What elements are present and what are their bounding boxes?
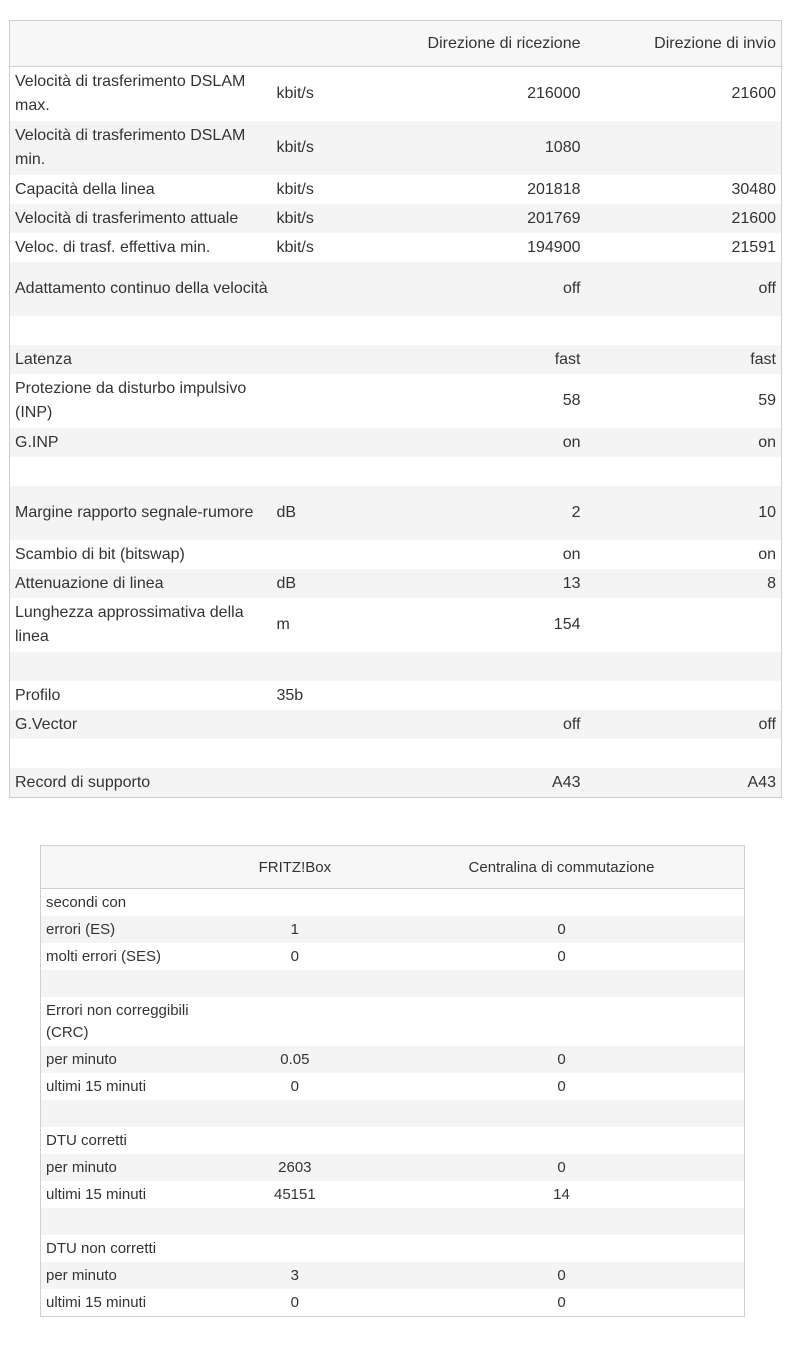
row-exchange: 0: [557, 947, 566, 965]
table-row: [10, 768, 782, 798]
row-rx: 13: [415, 569, 586, 598]
row-label: Capacità della linea: [15, 180, 155, 198]
row-label: Margine rapporto segnale-rumore: [10, 486, 275, 540]
row-label: ultimi 15 minuti: [46, 1293, 147, 1311]
row-tx: off: [586, 262, 782, 316]
row-label: Lunghezza approssimativa della linea: [15, 604, 244, 645]
row-exchange: 0: [379, 916, 745, 943]
row-rx: 58: [562, 392, 581, 409]
row-unit: kbit/s: [276, 180, 314, 198]
row-rx: [415, 681, 586, 710]
row-label: errori (ES): [41, 916, 211, 943]
row-rx: on: [562, 545, 581, 563]
row-label: G.INP: [10, 428, 275, 457]
table-row: [41, 1262, 745, 1289]
table-header-row: [10, 21, 782, 67]
row-label: DTU corretti: [46, 1131, 127, 1149]
table-row: [10, 345, 782, 374]
row-tx: 59: [758, 392, 776, 409]
spacer-row: [10, 652, 782, 681]
row-fritzbox: 0: [290, 1077, 300, 1095]
table-row: [10, 569, 782, 598]
row-fritzbox: [211, 970, 379, 997]
table-header-row: [41, 846, 745, 889]
row-exchange: 0: [379, 1262, 745, 1289]
table-row: [41, 943, 745, 970]
row-tx: [586, 652, 782, 681]
table-row: [10, 681, 782, 710]
row-rx: 201769: [415, 204, 586, 233]
spacer-row: [10, 739, 782, 768]
row-fritzbox: [211, 889, 379, 917]
row-rx: off: [415, 262, 586, 316]
row-unit: [275, 540, 415, 569]
row-label: Velocità di trasferimento attuale: [10, 204, 275, 233]
row-tx: [586, 681, 782, 710]
spacer-row: [41, 970, 745, 997]
table-row: [10, 374, 782, 428]
row-exchange: 14: [553, 1185, 570, 1203]
table-row: [10, 598, 782, 652]
table-row: [10, 175, 782, 204]
row-label: Velocità di trasferimento DSLAM min.: [10, 121, 275, 175]
header-unit: [275, 21, 415, 67]
row-unit: kbit/s: [276, 238, 314, 256]
header-receive: Direzione di ricezione: [415, 21, 586, 67]
row-tx: [586, 121, 782, 175]
table-row: [41, 916, 745, 943]
row-unit: 35b: [276, 686, 304, 704]
table-row: [10, 121, 782, 175]
table-row: [10, 540, 782, 569]
row-tx: 8: [586, 569, 782, 598]
row-tx: 21600: [731, 85, 776, 102]
row-fritzbox: 0: [290, 1293, 300, 1311]
table-row: [41, 1127, 745, 1154]
table-row: [41, 1235, 745, 1262]
table-row: [10, 233, 782, 262]
row-exchange: 0: [379, 1154, 745, 1181]
spacer-row: [41, 1100, 745, 1127]
table-row: [10, 710, 782, 739]
row-exchange: [379, 1208, 745, 1235]
table-row: [10, 262, 782, 316]
row-label: secondi con: [46, 893, 127, 911]
table-row: [10, 486, 782, 540]
header-exchange: Centralina di commutazione: [379, 846, 745, 889]
row-fritzbox: 45151: [273, 1185, 316, 1203]
row-unit: [275, 768, 415, 798]
row-exchange: [379, 1127, 745, 1154]
row-rx: [415, 316, 586, 345]
row-rx: 2: [415, 486, 586, 540]
row-tx: 30480: [731, 180, 776, 198]
table-row: [41, 1181, 745, 1208]
table-row: [41, 1073, 745, 1100]
row-rx: [415, 652, 586, 681]
row-unit: dB: [275, 569, 415, 598]
table-row: [41, 889, 745, 917]
spacer-row: [10, 457, 782, 486]
row-rx: 216000: [527, 85, 581, 102]
row-rx: [415, 457, 586, 486]
row-label: per minuto: [41, 1154, 211, 1181]
row-label: ultimi 15 minuti: [46, 1185, 147, 1203]
row-fritzbox: [211, 1100, 379, 1127]
row-label: [10, 457, 275, 486]
row-tx: off: [586, 710, 782, 739]
header-fritzbox: FRITZ!Box: [211, 846, 379, 889]
table-row: [41, 1154, 745, 1181]
row-exchange: 0: [557, 1293, 566, 1311]
row-fritzbox: 0: [290, 947, 300, 965]
row-rx: 201818: [527, 180, 581, 198]
spacer-row: [10, 316, 782, 345]
table-row: [41, 1046, 745, 1073]
row-label: Profilo: [15, 686, 61, 704]
row-label: [10, 316, 275, 345]
table-row: [41, 997, 745, 1046]
row-label: [41, 970, 211, 997]
row-exchange: 0: [557, 1077, 566, 1095]
table-row: [10, 204, 782, 233]
header-send: Direzione di invio: [586, 21, 782, 67]
row-fritzbox: 2603: [211, 1154, 379, 1181]
row-label: [10, 739, 275, 768]
row-label: per minuto: [41, 1046, 211, 1073]
row-label: [41, 1208, 211, 1235]
row-unit: [275, 457, 415, 486]
header-label: [10, 21, 275, 67]
table-row: [41, 1289, 745, 1317]
row-tx: fast: [586, 345, 782, 374]
row-tx: 10: [586, 486, 782, 540]
row-label: Latenza: [10, 345, 275, 374]
row-rx: fast: [415, 345, 586, 374]
row-exchange: [379, 997, 745, 1046]
row-unit: [275, 345, 415, 374]
row-tx: [586, 457, 782, 486]
row-rx: 194900: [527, 238, 581, 256]
row-fritzbox: 3: [211, 1262, 379, 1289]
row-label: [41, 1100, 211, 1127]
row-tx: on: [758, 545, 776, 563]
row-unit: [275, 262, 415, 316]
error-stats-table: [40, 845, 745, 1317]
row-tx: [586, 598, 782, 652]
row-fritzbox: 0.05: [211, 1046, 379, 1073]
row-unit: dB: [275, 486, 415, 540]
row-exchange: [379, 1235, 745, 1262]
row-unit: [275, 428, 415, 457]
dsl-stats-table: [9, 20, 782, 798]
row-label: ultimi 15 minuti: [46, 1077, 147, 1095]
table-row: [10, 428, 782, 457]
row-fritzbox: [211, 1208, 379, 1235]
row-label: Errori non correggibili (CRC): [46, 1001, 189, 1041]
row-unit: [275, 652, 415, 681]
row-tx: 21600: [586, 204, 782, 233]
row-unit: [275, 710, 415, 739]
row-tx: A43: [586, 768, 782, 798]
row-label: Scambio di bit (bitswap): [15, 545, 185, 563]
row-unit: [275, 739, 415, 768]
row-fritzbox: [211, 997, 379, 1046]
row-label: Attenuazione di linea: [10, 569, 275, 598]
row-label: Protezione da disturbo impulsivo (INP): [15, 380, 247, 421]
row-unit: kbit/s: [275, 204, 415, 233]
row-exchange: [379, 970, 745, 997]
row-fritzbox: [211, 1235, 379, 1262]
row-tx: [586, 316, 782, 345]
row-label: Adattamento continuo della velocità: [10, 262, 275, 316]
row-exchange: 0: [379, 1046, 745, 1073]
row-unit: kbit/s: [275, 121, 415, 175]
row-rx: [415, 739, 586, 768]
row-exchange: [379, 1100, 745, 1127]
row-rx: on: [415, 428, 586, 457]
row-label: molti errori (SES): [46, 947, 162, 965]
row-rx: off: [415, 710, 586, 739]
row-fritzbox: [211, 1127, 379, 1154]
row-unit: [275, 374, 415, 428]
row-unit: kbit/s: [276, 85, 314, 102]
row-tx: [586, 739, 782, 768]
row-rx: A43: [415, 768, 586, 798]
row-rx: 154: [553, 616, 581, 633]
row-tx: 21591: [731, 238, 776, 256]
row-tx: on: [586, 428, 782, 457]
row-label: per minuto: [41, 1262, 211, 1289]
row-fritzbox: 1: [211, 916, 379, 943]
row-label: [10, 652, 275, 681]
row-label: Velocità di trasferimento DSLAM max.: [15, 73, 246, 114]
header-label: [41, 846, 211, 889]
row-label: Veloc. di trasf. effettiva min.: [15, 238, 211, 256]
table-row: [10, 67, 782, 122]
row-unit: [275, 316, 415, 345]
row-label: DTU non corretti: [46, 1239, 157, 1257]
row-rx: 1080: [415, 121, 586, 175]
row-unit: m: [276, 616, 290, 633]
row-label: G.Vector: [10, 710, 275, 739]
spacer-row: [41, 1208, 745, 1235]
row-exchange: [379, 889, 745, 917]
row-label: Record di supporto: [10, 768, 275, 798]
